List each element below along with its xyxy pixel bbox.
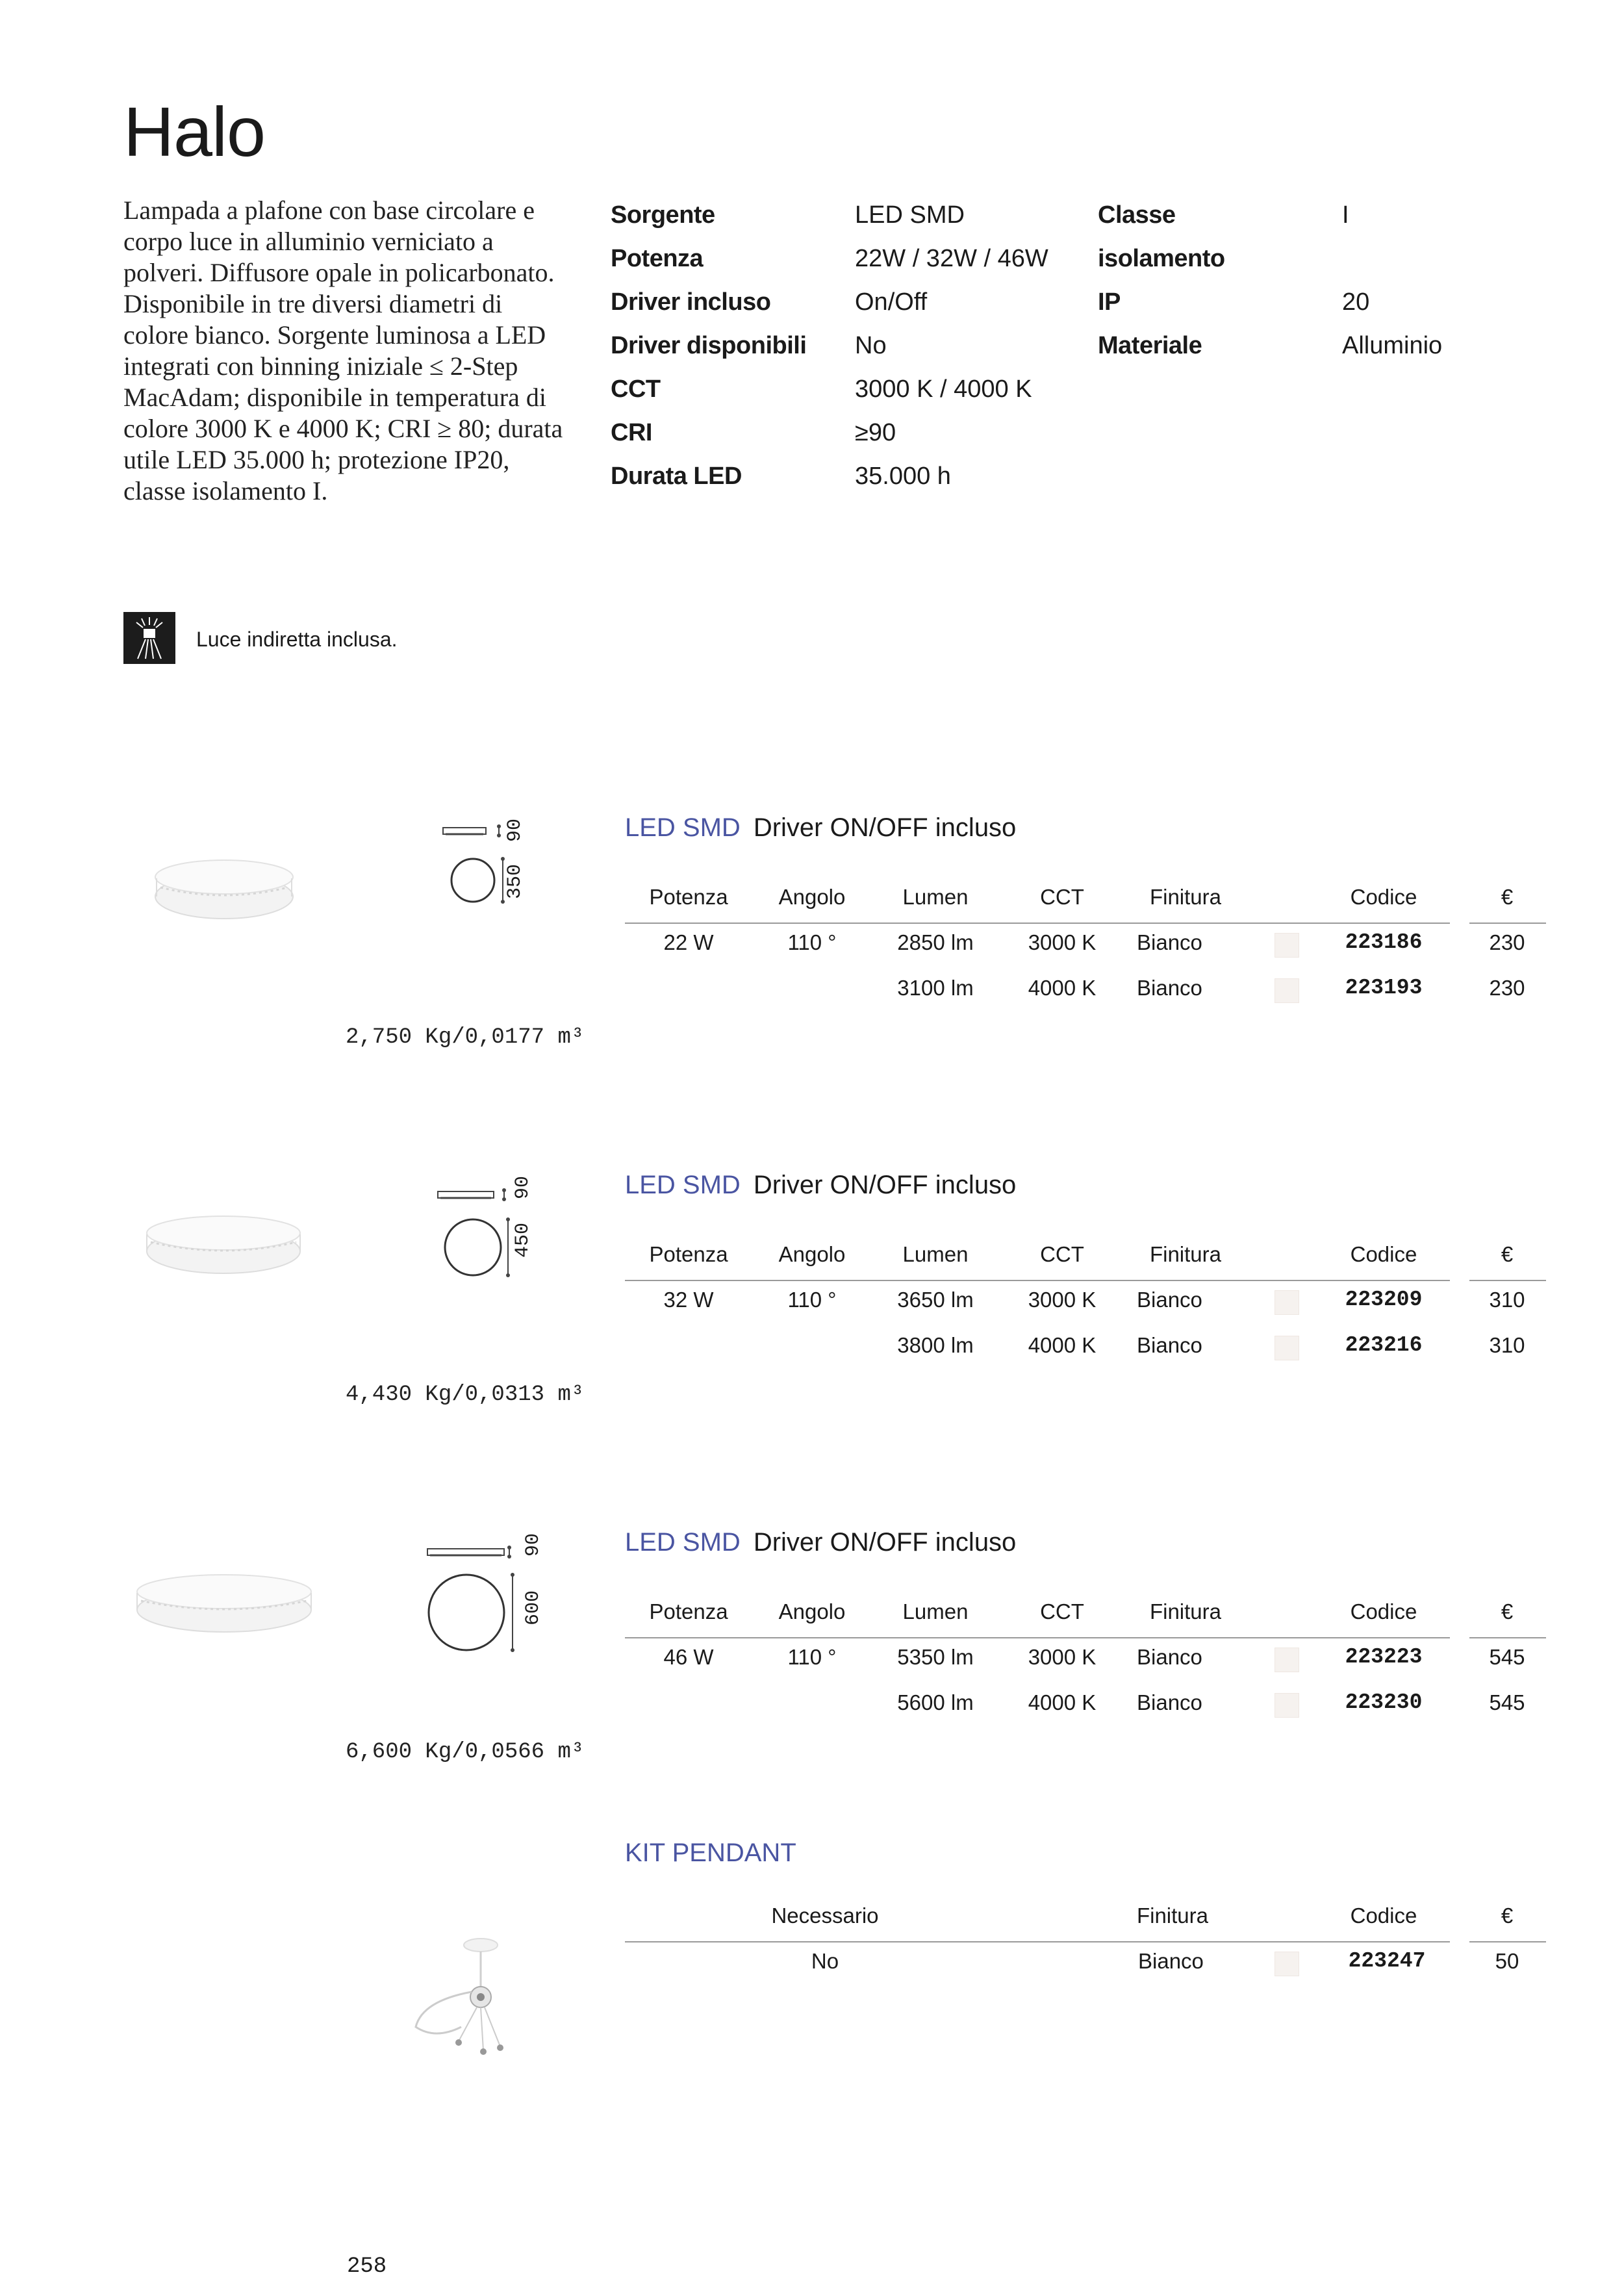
- height-dimension-label: 90: [504, 818, 526, 842]
- spec-value: [1342, 237, 1442, 281]
- cell-finitura: Bianco: [1137, 930, 1202, 954]
- specs-right-values: [1342, 194, 1442, 368]
- header-divider: [625, 923, 1450, 924]
- cell-finitura: Bianco: [1137, 1645, 1202, 1669]
- cell-cct: 4000 K: [1028, 1690, 1097, 1714]
- spec-label: Sorgente: [611, 201, 715, 229]
- spec-label: CCT: [611, 376, 661, 403]
- height-dimension: [501, 815, 527, 842]
- cell-lumen: 3650 lm: [897, 1288, 974, 1312]
- weight-volume: 6,600 Kg/0,0566 m³: [346, 1740, 585, 1764]
- col-header-finitura: Finitura: [1149, 1599, 1222, 1623]
- finish-swatch: [1275, 1648, 1299, 1672]
- col-header-price: €: [1501, 1903, 1514, 1928]
- indirect-light-note: Luce indiretta inclusa.: [196, 628, 398, 651]
- finish-swatch: [1275, 978, 1299, 1003]
- cell-cct: 4000 K: [1028, 976, 1097, 1000]
- col-header-cct: CCT: [1040, 1242, 1084, 1266]
- spec-label: IP: [1098, 288, 1121, 316]
- cell-finitura: Bianco: [1138, 1949, 1204, 1973]
- spec-label: Driver incluso: [611, 288, 771, 316]
- cell-cct: 3000 K: [1028, 930, 1097, 954]
- spec-value: No: [855, 332, 887, 359]
- header-divider: [625, 1280, 1450, 1281]
- col-header-codice: Codice: [1350, 1903, 1417, 1928]
- spec-label: Driver disponibili: [611, 332, 807, 359]
- cell-lumen: 2850 lm: [897, 930, 974, 954]
- finish-swatch: [1275, 933, 1299, 958]
- spec-value: 3000 K / 4000 K: [855, 376, 1032, 403]
- spec-label: Potenza: [611, 245, 704, 272]
- height-dimension: [509, 1172, 535, 1199]
- product-code: 223193: [1345, 976, 1423, 1000]
- col-header-necessario: Necessario: [771, 1903, 879, 1928]
- specs-left-values: [855, 194, 1048, 498]
- pendant-kit-image: [396, 1929, 533, 2066]
- page-number: 258: [347, 2254, 387, 2279]
- page-title: Halo: [123, 92, 266, 171]
- cell-lumen: 3800 lm: [897, 1333, 974, 1357]
- cell-angolo: 110 °: [787, 1645, 837, 1669]
- col-header-finitura: Finitura: [1149, 885, 1222, 909]
- spec-value: Alluminio: [1342, 332, 1443, 359]
- col-header-price: €: [1501, 1242, 1514, 1266]
- product-code: 223247: [1348, 1949, 1426, 1973]
- specs-left-labels: [611, 194, 806, 498]
- product-image-halo-350: [153, 851, 296, 923]
- height-dimension: [520, 1529, 546, 1557]
- cell-price: 50: [1495, 1949, 1519, 1973]
- product-code: 223230: [1345, 1690, 1423, 1714]
- cell-cct: 3000 K: [1028, 1288, 1097, 1312]
- kit-title: [625, 1839, 796, 1868]
- cell-potenza: 46 W: [663, 1645, 714, 1669]
- diameter-dimension: [501, 858, 527, 903]
- header-divider: [1469, 1637, 1546, 1638]
- product-code: 223209: [1345, 1288, 1423, 1312]
- spec-label: Materiale: [1098, 332, 1202, 359]
- col-header-finitura: Finitura: [1136, 1903, 1209, 1928]
- indirect-light-icon: [123, 612, 175, 664]
- col-header-price: €: [1501, 885, 1514, 909]
- col-header-potenza: Potenza: [649, 885, 728, 909]
- spec-label: Durata LED: [611, 463, 742, 490]
- cell-lumen: 5600 lm: [897, 1690, 974, 1714]
- col-header-codice: Codice: [1350, 1242, 1417, 1266]
- driver-label: Driver ON/OFF incluso: [753, 1171, 1017, 1199]
- col-header-lumen: Lumen: [902, 1242, 969, 1266]
- diameter-dimension-label: 450: [512, 1222, 534, 1258]
- cell-finitura: Bianco: [1137, 1333, 1202, 1357]
- cell-price: 545: [1489, 1690, 1525, 1714]
- header-divider: [1469, 923, 1546, 924]
- col-header-cct: CCT: [1040, 885, 1084, 909]
- col-header-lumen: Lumen: [902, 885, 969, 909]
- col-header-potenza: Potenza: [649, 1242, 728, 1266]
- col-header-codice: Codice: [1350, 1599, 1417, 1623]
- col-header-lumen: Lumen: [902, 1599, 969, 1623]
- cell-price: 230: [1489, 930, 1525, 954]
- product-code: 223216: [1345, 1333, 1423, 1357]
- col-header-cct: CCT: [1040, 1599, 1084, 1623]
- cell-lumen: 5350 lm: [897, 1645, 974, 1669]
- spec-label: CRI: [611, 419, 652, 446]
- diameter-dimension-label: 600: [522, 1590, 544, 1625]
- product-code: 223186: [1345, 930, 1423, 954]
- cell-cct: 4000 K: [1028, 1333, 1097, 1357]
- cell-price: 545: [1489, 1645, 1525, 1669]
- spec-value: I: [1342, 201, 1349, 229]
- cell-finitura: Bianco: [1137, 1288, 1202, 1312]
- finish-swatch: [1275, 1693, 1299, 1718]
- product-image-halo-600: [133, 1567, 315, 1638]
- diameter-dimension: [509, 1215, 535, 1262]
- cell-lumen: 3100 lm: [897, 976, 974, 1000]
- driver-label: Driver ON/OFF incluso: [753, 1528, 1017, 1557]
- cell-price: 310: [1489, 1288, 1525, 1312]
- cell-potenza: 22 W: [663, 930, 714, 954]
- cell-finitura: Bianco: [1137, 1690, 1202, 1714]
- cell-finitura: Bianco: [1137, 976, 1202, 1000]
- col-header-price: €: [1501, 1599, 1514, 1623]
- product-image-halo-450: [144, 1208, 303, 1280]
- driver-label: Driver ON/OFF incluso: [753, 813, 1017, 842]
- col-header-codice: Codice: [1350, 885, 1417, 909]
- col-header-potenza: Potenza: [649, 1599, 728, 1623]
- spec-value: On/Off: [855, 288, 928, 316]
- source-label: LED SMD: [625, 1528, 741, 1557]
- header-divider: [625, 1637, 1450, 1638]
- spec-value: 35.000 h: [855, 463, 951, 490]
- diameter-dimension-label: 350: [504, 863, 526, 899]
- weight-volume: 4,430 Kg/0,0313 m³: [346, 1382, 585, 1407]
- source-label: LED SMD: [625, 1171, 741, 1199]
- source-label: LED SMD: [625, 813, 741, 842]
- cell-cct: 3000 K: [1028, 1645, 1097, 1669]
- spec-label: isolamento: [1098, 245, 1225, 272]
- kit-title-label: KIT PENDANT: [625, 1839, 796, 1867]
- finish-swatch: [1275, 1952, 1299, 1976]
- diameter-dimension: [520, 1583, 546, 1629]
- col-header-finitura: Finitura: [1149, 1242, 1222, 1266]
- cell-necessario: No: [811, 1949, 839, 1973]
- cell-price: 310: [1489, 1333, 1525, 1357]
- section-title: [625, 813, 1016, 843]
- height-dimension-label: 90: [522, 1533, 544, 1557]
- spec-value: LED SMD: [855, 201, 965, 229]
- header-divider: [625, 1941, 1450, 1942]
- finish-swatch: [1275, 1290, 1299, 1315]
- spec-value: 20: [1342, 288, 1370, 316]
- cell-price: 230: [1489, 976, 1525, 1000]
- product-description: Lampada a plafone con base circolare e corpo luce in alluminio verniciato a polveri. Diffusore opale in policarbonato. Disponibile in tre diversi diametri di colore bianco. Sorgente luminosa a LED integrati con binning iniziale ≤ 2-Step MacAdam; disponibile in temperatura di colore 3000 K e 4000 K; CRI ≥ 80; durata utile LED 35.000 h; protezione IP20, classe isolamento I.: [123, 196, 563, 505]
- height-dimension-label: 90: [512, 1175, 534, 1199]
- col-header-angolo: Angolo: [778, 1599, 846, 1623]
- cell-angolo: 110 °: [787, 1288, 837, 1312]
- specs-right-labels: [1098, 194, 1225, 368]
- cell-potenza: 32 W: [663, 1288, 714, 1312]
- spec-value: ≥90: [855, 419, 896, 446]
- section-title: [625, 1171, 1016, 1200]
- spec-value: 22W / 32W / 46W: [855, 245, 1048, 272]
- section-title: [625, 1528, 1016, 1557]
- col-header-angolo: Angolo: [778, 1242, 846, 1266]
- weight-volume: 2,750 Kg/0,0177 m³: [346, 1025, 585, 1050]
- finish-swatch: [1275, 1336, 1299, 1360]
- product-code: 223223: [1345, 1645, 1423, 1669]
- header-divider: [1469, 1941, 1546, 1942]
- header-divider: [1469, 1280, 1546, 1281]
- cell-angolo: 110 °: [787, 930, 837, 954]
- spec-label: Classe: [1098, 201, 1176, 229]
- col-header-angolo: Angolo: [778, 885, 846, 909]
